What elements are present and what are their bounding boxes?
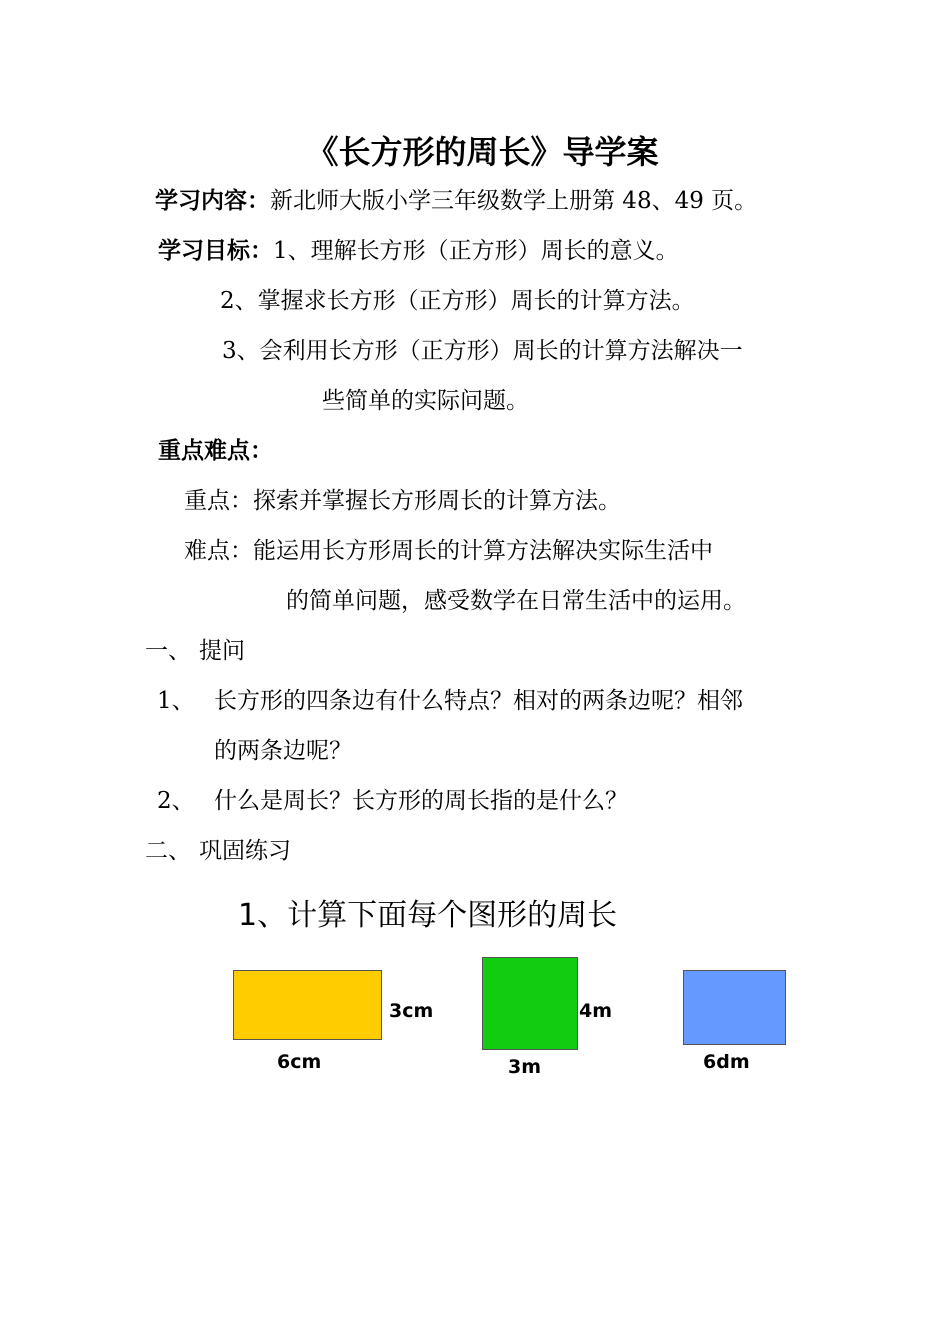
question-1: 长方形的四条边有什么特点？相对的两条边呢？相邻 — [214, 688, 743, 714]
rectangle-shape — [233, 970, 382, 1040]
key-point-difficulty: 难点：能运用长方形周长的计算方法解决实际生活中 — [184, 538, 713, 564]
study-objectives-label: 学习目标： — [158, 238, 273, 264]
green-rectangle-height-label: 4m — [579, 1000, 613, 1022]
study-content-text: 新北师大版小学三年级数学上册第 48、49 页。 — [270, 188, 758, 214]
rectangle-width-label: 6cm — [277, 1051, 322, 1073]
objective-3: 3、会利用长方形（正方形）周长的计算方法解决一 — [222, 338, 743, 364]
key-points-label: 重点难点： — [158, 438, 273, 464]
section-1-number: 一、 — [145, 638, 191, 664]
rectangle-height-label: 3cm — [389, 1000, 434, 1022]
question-2-number: 2、 — [157, 788, 195, 814]
square-shape — [683, 970, 786, 1045]
green-rectangle-shape — [482, 957, 578, 1050]
section-2-heading — [145, 836, 291, 866]
green-rectangle-width-label: 3m — [508, 1056, 542, 1078]
question-1-number: 1、 — [157, 688, 195, 714]
square-width-label: 6dm — [703, 1051, 750, 1073]
section-1-heading — [145, 636, 245, 666]
section-1-title: 提问 — [199, 638, 245, 664]
question-1-cont: 的两条边呢？ — [214, 738, 352, 764]
study-content — [155, 186, 757, 216]
objective-2: 2、掌握求长方形（正方形）周长的计算方法。 — [220, 288, 695, 314]
section-2-title: 巩固练习 — [199, 838, 291, 864]
study-content-label: 学习内容： — [155, 188, 270, 214]
key-point-focus: 重点：探索并掌握长方形周长的计算方法。 — [184, 488, 621, 514]
exercise-title: 1、计算下面每个图形的周长 — [238, 898, 618, 933]
section-2-number: 二、 — [145, 838, 191, 864]
question-2: 什么是周长？长方形的周长指的是什么？ — [214, 788, 628, 814]
page-title: 《长方形的周长》导学案 — [306, 133, 659, 171]
study-objectives — [158, 236, 679, 266]
objective-3-cont: 些简单的实际问题。 — [322, 388, 529, 414]
objective-1: 1、理解长方形（正方形）周长的意义。 — [273, 238, 679, 264]
key-point-difficulty-cont: 的简单问题，感受数学在日常生活中的运用。 — [286, 588, 746, 614]
